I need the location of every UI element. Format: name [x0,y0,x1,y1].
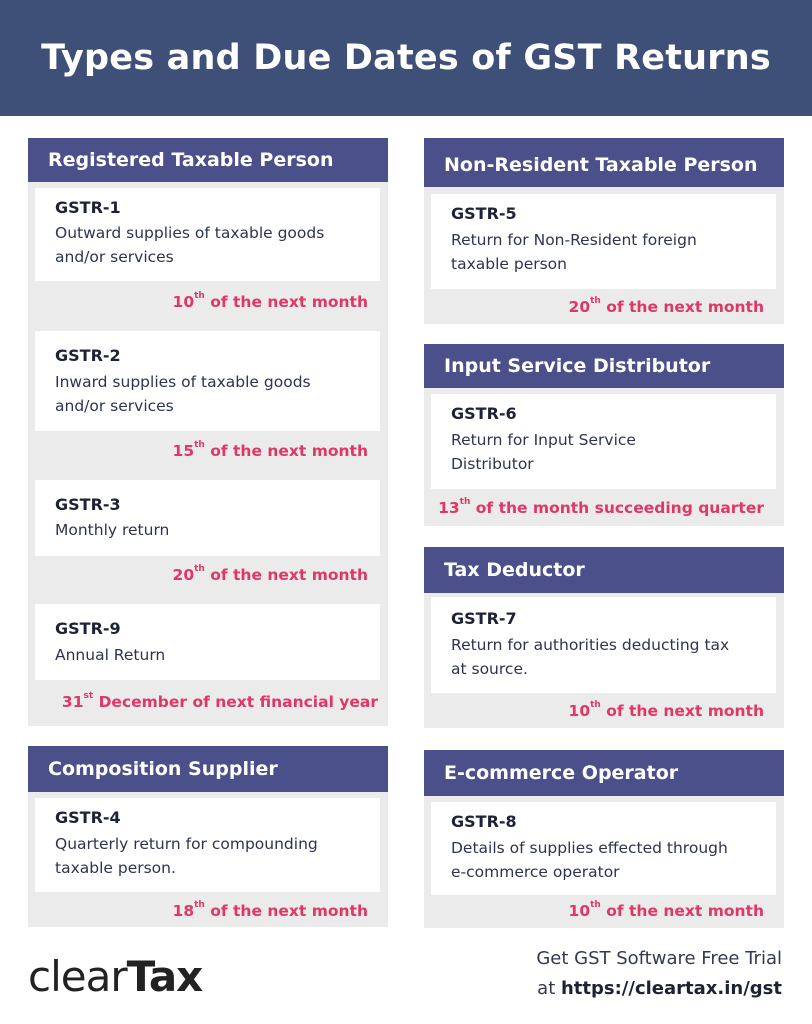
return-description: Details of supplies effected through e-commerce operator [451,839,728,881]
cleartax-logo: clearTax [28,952,203,1001]
return-description: Annual Return [55,646,166,664]
return-description: Outward supplies of taxable goods and/or services [55,224,325,266]
due-date: 13th of the month succeeding quarter [438,497,764,517]
section-input-service-distributor [424,344,784,526]
section-composition-supplier [28,746,388,927]
return-card-gstr-2 [35,331,380,431]
return-card-gstr-1 [35,188,380,281]
due-date: 10th of the next month [568,900,764,920]
return-card-gstr-7 [431,597,776,693]
due-date: 10th of the next month [172,291,368,311]
return-code: GSTR-6 [451,404,517,423]
section-header: Composition Supplier [28,746,388,792]
return-code: GSTR-5 [451,204,517,223]
due-date: 10th of the next month [568,700,764,720]
section-header: E-commerce Operator [424,750,784,796]
return-description: Inward supplies of taxable goods and/or services [55,373,311,415]
return-code: GSTR-7 [451,609,517,628]
return-description: Return for Non-Resident foreign taxable person [451,231,697,273]
section-header: Non-Resident Taxable Person [424,138,784,187]
return-card-gstr-9 [35,604,380,680]
due-date: 18th of the next month [172,900,368,920]
return-code: GSTR-1 [55,198,121,217]
return-card-gstr-4 [35,798,380,892]
due-date: 31st December of next financial year [61,691,378,711]
return-description: Monthly return [55,521,170,539]
return-code: GSTR-4 [55,808,121,827]
cleartax-gst-link[interactable]: https://cleartax.in/gst [560,978,782,999]
section-header: Tax Deductor [424,547,784,593]
return-card-gstr-6 [431,394,776,489]
return-code: GSTR-9 [55,619,121,638]
return-card-gstr-3 [35,480,380,556]
return-description: Quarterly return for compounding taxable person. [55,835,318,877]
return-description: Return for Input Service Distributor [451,431,636,473]
section-e-commerce-operator [424,750,784,928]
section-header: Registered Taxable Person [28,138,388,182]
return-description: Return for authorities deducting tax at source. [451,636,730,678]
section-tax-deductor [424,547,784,728]
due-date: 20th of the next month [568,296,764,316]
page-title: Types and Due Dates of GST Returns [41,38,771,78]
due-date: 20th of the next month [172,564,368,584]
free-trial-text: Get GST Software Free Trial [536,948,782,969]
return-code: GSTR-2 [55,346,121,365]
due-date: 15th of the next month [172,440,368,460]
section-header: Input Service Distributor [424,344,784,388]
return-card-gstr-8 [431,802,776,895]
return-code: GSTR-3 [55,495,121,514]
return-code: GSTR-8 [451,812,517,831]
title-banner [0,0,812,116]
section-non-resident-taxable-person [424,138,784,324]
section-registered-taxable-person [28,138,388,726]
free-trial-link-line: at https://cleartax.in/gst [537,978,782,999]
return-card-gstr-5 [431,194,776,289]
